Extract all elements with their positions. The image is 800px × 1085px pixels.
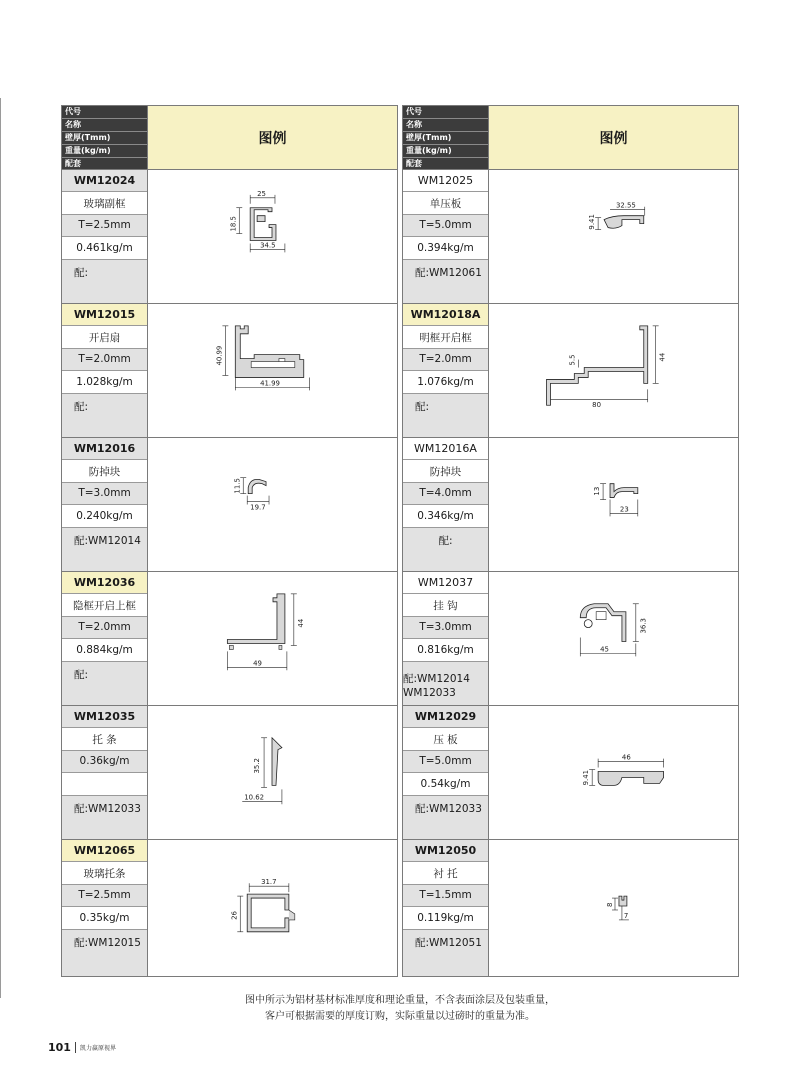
profile-code: WM12024 [62,170,147,192]
profile-code: WM12036 [62,572,147,594]
profile-table-left [61,105,398,977]
profile-weight: 0.54kg/m [403,773,488,795]
profile-drawing-svg [148,706,397,839]
header-label-match: 配套 [65,159,81,168]
header-label-match: 配套 [406,159,422,168]
dim-text: 9.41 [588,214,597,230]
profile-code: WM12035 [62,706,147,728]
profile-weight: 0.461kg/m [62,237,147,259]
dim-text: 5.5 [568,354,577,366]
table-row [403,438,738,572]
profile-match: 配:WM12015 [62,930,147,976]
dim-text: 80 [592,401,601,410]
header-label-weight: 重量(kg/m) [403,145,488,158]
dim-text: 40.99 [215,345,224,366]
header-labels [403,106,488,169]
profile-code: WM12037 [403,572,488,594]
table-row [403,170,738,304]
profile-match: 配: [62,662,147,705]
dim-text: 45 [600,645,609,654]
dim-text: 26 [230,911,239,920]
profile-drawing [488,706,738,839]
profile-name: 防掉块 [403,460,488,482]
profile-drawing-svg [148,572,397,705]
table-header [62,106,397,170]
footnote-line1: 图中所示为铝材基材标准厚度和理论重量，不含表面涂层及包装重量， [245,995,555,1006]
profile-match: 配: [62,260,147,303]
profile-drawing-svg [148,170,397,303]
profile-weight: 0.119kg/m [403,907,488,929]
profile-thickness: T=3.0mm [62,483,147,505]
profile-thickness: T=2.0mm [403,349,488,371]
profile-name: 隐框开启上框 [62,594,147,616]
profile-match-line2: WM12033 [403,686,456,699]
dim-text: 49 [253,659,262,668]
profile-code: WM12015 [62,304,147,326]
profile-name: 开启扇 [62,326,147,348]
table-row [403,840,738,976]
table-row [62,170,397,304]
profile-thickness: T=2.5mm [62,885,147,907]
profile-thickness: T=5.0mm [403,751,488,773]
dim-text: 10.62 [244,793,265,802]
profile-drawing-svg [489,840,738,976]
profile-weight: 0.240kg/m [62,505,147,527]
profile-drawing-svg [489,170,738,303]
profile-weight: 1.076kg/m [403,371,488,393]
profile-drawing [488,572,738,705]
profile-thickness: T=4.0mm [403,483,488,505]
profile-drawing [488,304,738,437]
dim-text: 11.5 [233,478,242,494]
profile-weight: 0.35kg/m [62,907,147,929]
profile-match-line1: 配:WM12014 [403,672,470,685]
profile-drawing [488,840,738,976]
table-row [403,572,738,706]
profile-name: 玻璃副框 [62,192,147,214]
profile-drawing-svg [148,438,397,571]
table-header [403,106,738,170]
profile-code: WM12025 [403,170,488,192]
profile-drawing-svg [148,304,397,437]
profile-thickness: T=1.5mm [403,885,488,907]
profile-code: WM12050 [403,840,488,862]
profile-drawing-svg [489,572,738,705]
dim-text: 19.7 [250,503,266,512]
profile-code: WM12065 [62,840,147,862]
profile-weight: 1.028kg/m [62,371,147,393]
profile-drawing [147,438,397,571]
profile-drawing-svg [148,840,397,976]
dim-text: 31.7 [261,878,277,887]
profile-drawing [488,438,738,571]
profile-thickness: T=3.0mm [403,617,488,639]
table-row [62,438,397,572]
profile-weight: 0.36kg/m [62,751,147,773]
header-label-thickness: 壁厚(Tmm) [403,132,488,145]
dim-text: 13 [593,486,602,496]
profile-match: 配:WM12014 [62,528,147,571]
profile-match: 配: [62,394,147,437]
profile-match: 配: [403,528,488,571]
profile-name: 衬 托 [403,862,488,884]
profile-drawing-svg [489,706,738,839]
profile-thickness [62,773,147,795]
header-label-thickness: 壁厚(Tmm) [62,132,147,145]
profile-match: 配:WM12061 [403,260,488,303]
profile-thickness: T=5.0mm [403,215,488,237]
profile-code: WM12016A [403,438,488,460]
dim-text: 23 [619,505,629,514]
profile-thickness: T=2.0mm [62,349,147,371]
footnote-line2: 客户可根据需要的厚度订购，实际重量以过磅时的重量为准。 [265,1011,535,1022]
header-label-name: 名称 [403,119,488,132]
profile-name: 挂 钩 [403,594,488,616]
dim-text: 36.3 [639,618,648,634]
dim-text: 34.5 [260,241,276,250]
profile-drawing [147,304,397,437]
table-row [62,304,397,438]
profile-weight: 0.816kg/m [403,639,488,661]
dim-text: 7 [623,911,629,920]
profile-name: 防掉块 [62,460,147,482]
profile-drawing [147,572,397,705]
dim-text: 44 [296,618,305,628]
profile-thickness: T=2.5mm [62,215,147,237]
footer-divider [75,1042,76,1053]
profile-match: 配:WM12033 [62,796,147,839]
profile-code: WM12016 [62,438,147,460]
profile-drawing [147,706,397,839]
dim-text: 8 [606,902,615,908]
profile-drawing-svg [489,304,738,437]
profile-drawing-svg [489,438,738,571]
profile-match [403,662,488,705]
profile-drawing [147,170,397,303]
profile-code: WM12018A [403,304,488,326]
footer-brand: 凯力赢原视界 [79,1045,116,1052]
profile-thickness: T=2.0mm [62,617,147,639]
profile-table-right [402,105,739,977]
dim-text: 32.55 [615,201,636,210]
profile-name: 托 条 [62,728,147,750]
profile-name: 压 板 [403,728,488,750]
header-label-weight: 重量(kg/m) [62,145,147,158]
profile-match: 配: [403,394,488,437]
dim-text: 35.2 [253,758,262,774]
profile-name: 单压板 [403,192,488,214]
header-label-name: 名称 [62,119,147,132]
footnote [0,993,800,1025]
profile-name: 玻璃托条 [62,862,147,884]
table-row [62,706,397,840]
table-row [403,304,738,438]
profile-match: 配:WM12051 [403,930,488,976]
dim-text: 41.99 [260,379,280,388]
page-left-rule [0,98,1,998]
profile-weight: 0.884kg/m [62,639,147,661]
dim-text: 9.41 [582,769,591,786]
profile-weight: 0.394kg/m [403,237,488,259]
header-label-code: 代号 [62,106,147,119]
profile-drawing [147,840,397,976]
header-title: 图例 [147,106,397,169]
dim-text: 25 [257,189,266,198]
page-number: 101 [48,1041,71,1054]
header-title: 图例 [488,106,738,169]
table-row [62,572,397,706]
table-row [62,840,397,976]
dim-text: 46 [621,753,631,762]
page-footer [48,1041,116,1054]
header-label-code: 代号 [403,106,488,119]
profile-drawing [488,170,738,303]
header-labels [62,106,147,169]
profile-weight: 0.346kg/m [403,505,488,527]
profile-match: 配:WM12033 [403,796,488,839]
table-row [403,706,738,840]
dim-text: 18.5 [229,216,238,232]
profile-code: WM12029 [403,706,488,728]
dim-text: 44 [658,352,667,362]
profile-name: 明框开启框 [403,326,488,348]
